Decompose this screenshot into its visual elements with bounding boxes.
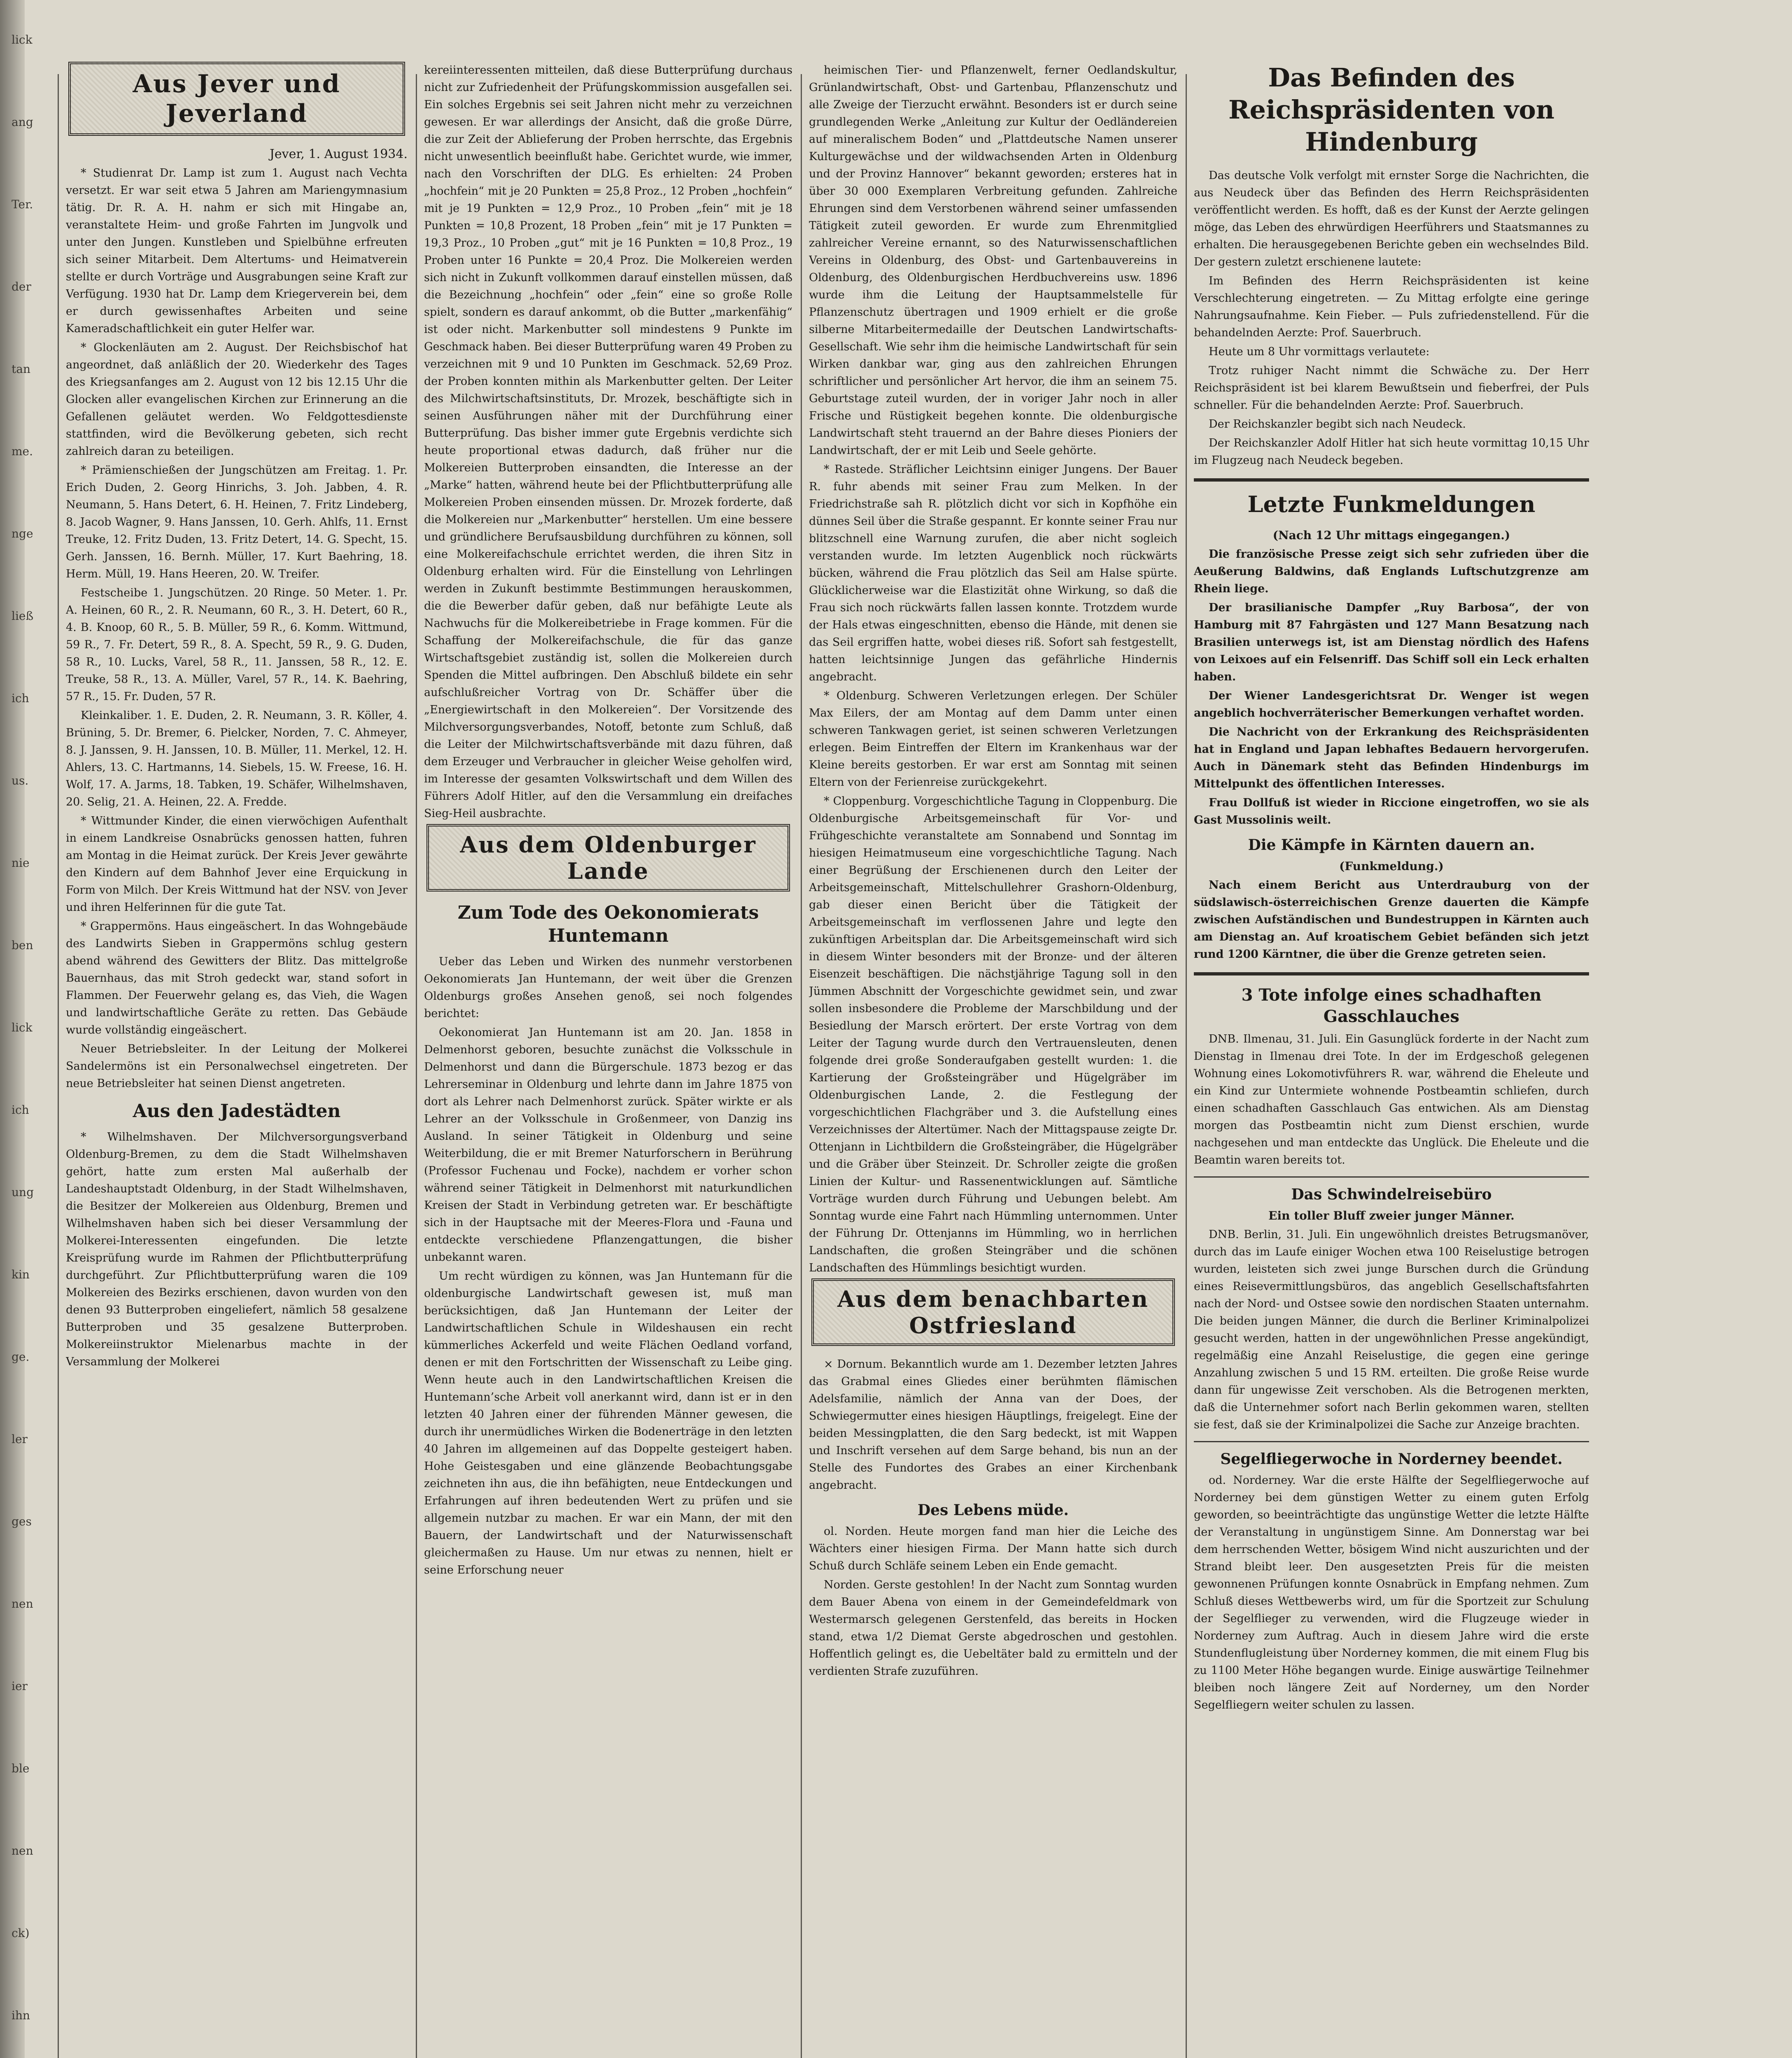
- headline-letzte-funkmeldungen: Letzte Funkmeldungen: [1247, 491, 1536, 517]
- edge-fragment: ung: [12, 1185, 34, 1199]
- divider: [1194, 972, 1589, 975]
- column-3-articles: [809, 62, 1177, 1277]
- funkmeldungen-list: [1194, 546, 1589, 829]
- headline-segelfliegerwoche: Segelfliegerwoche in Norderney beendet.: [1220, 1450, 1563, 1468]
- divider: [1194, 1176, 1589, 1178]
- edge-fragment: ich: [12, 1103, 29, 1117]
- article-paragraph: Trotz ruhiger Nacht nimmt die Schwäche zu. Der Herr Reichspräsident ist bei klarem Bewußtsein und fieberfrei, der Puls schneller. Für die behandelnden Aerzte: Prof. Sauerbruch.: [1194, 364, 1589, 412]
- headline-gasschlauch: 3 Tote infolge eines schadhaften Gasschlauches: [1241, 985, 1542, 1026]
- edge-fragment: ler: [12, 1432, 28, 1446]
- article-paragraph: * Studienrat Dr. Lamp ist zum 1. August nach Vechta versetzt. Er war seit etwa 5 Jahren am Mariengymnasium tätig. Dr. R. A. H. nahm er sich mit Hingabe an, veranstaltete Heim- und große Fahrten im Jungvolk und unter den Jungen. Kunstleben und Spielbühne erfreuten sich seiner Mitarbeit. Dem Altertums- und Heimatverein stellte er durch Vorträge und Ausgrabungen seine Kraft zur Verfügung. 1930 hat Dr. Lamp dem Kriegerverein bei, dem er durch gewissenhaftes Arbeiten und seine Kameradschaftlichkeit ein guter Helfer war.: [66, 167, 408, 335]
- column-3-sub-articles: [809, 1523, 1177, 1680]
- column-1-articles: [66, 165, 408, 1092]
- article-paragraph: Ueber das Leben und Wirken des nunmehr verstorbenen Oekonomierats Jan Huntemann, der weit über die Grenzen Oldenburgs großes Ansehen genoß, sei noch folgendes berichtet:: [424, 955, 792, 1020]
- edge-fragment: ließ: [12, 609, 34, 623]
- edge-fragment: tan: [12, 362, 30, 376]
- headline-schwindelreisebuero: Das Schwindelreisebüro: [1291, 1186, 1492, 1203]
- article-paragraph: Neuer Betriebsleiter. In der Leitung der Molkerei Sandelermöns ist ein Personalwechsel eingetreten. Der neue Betriebsleiter hat seinen Dienst angetreten.: [66, 1043, 408, 1090]
- edge-fragment: ang: [12, 115, 33, 129]
- column-3: [809, 62, 1177, 2058]
- column-4: [1194, 62, 1589, 2058]
- article-paragraph: Heute um 8 Uhr vormittags verlautete:: [1209, 345, 1430, 358]
- article-paragraph: Kleinkaliber. 1. E. Duden, 2. R. Neumann, 3. R. Köller, 4. Brüning, 5. Dr. Bremer, 6. Pielcker, Norden, 7. C. Ahmeyer, 8. J. Janssen, 9. H. Janssen, 10. B. Müller, 11. Merkel, 12. H. Ahlers, 13. C. Hartmanns, 14. Siebels, 15. W. Freese, 16. H. Wolf, 17. A. Jarms, 18. Tabken, 19. Schäfer, Wilhelmshaven, 20. Selig, 21. A. Heinen, 22. A. Fredde.: [66, 709, 408, 808]
- edge-fragment: ier: [12, 1679, 28, 1693]
- column-rule: [801, 74, 802, 2058]
- edge-fragment: lick: [12, 1021, 33, 1034]
- edge-fragment: nge: [12, 527, 33, 540]
- edge-fragment: ck): [12, 1926, 30, 1940]
- article-paragraph: Der Wiener Landesgerichtsrat Dr. Wenger ist wegen angeblich hochverräterischer Bemerkungen verhaftet worden.: [1194, 689, 1589, 719]
- article-paragraph: × Dornum. Bekanntlich wurde am 1. Dezember letzten Jahres das Grabmal eines Gliedes einer berühmten flämischen Adelsfamilie, nämlich der Anna van der Does, der Schwiegermutter eines hiesigen Häuptlings, freigelegt. Eine der beiden Messingplatten, die den Sarg bedeckt, ist mit Wappen und Inschrift versehen auf dem Sarge behand, bis nun an der Stelle des Fundortes des Grabes an einer Kirchenbank angebracht.: [809, 1358, 1177, 1492]
- edge-fragment: nen: [12, 1597, 33, 1611]
- article-paragraph: heimischen Tier- und Pflanzenwelt, ferner Oedlandskultur, Grünlandwirtschaft, Obst- und Gartenbau, Pflanzenschutz und alle Zweige der Tierzucht erwähnt. Besonders ist er durch seine grundlegenden Werke „Anleitung zur Kultur der Oedländereien auf mineralischem Boden“ und „Plattdeutsche Namen unserer Kulturgewächse und der wildwachsenden Arten in Oldenburg und der Provinz Hannover“ bekannt geworden; ersteres hat in über 30 000 Exemplaren Verbreitung gefunden. Zahlreiche Ehrungen sind dem Verstorbenen während seiner umfassenden Tätigkeit zuteil geworden. Er wurde zum Ehrenmitglied zahlreicher Vereine ernannt, so des Naturwissenschaftlichen Vereins in Oldenburg, des Obst- und Gartenbauvereins in Oldenburg, des Oldenburgischen Herdbuchvereins usw. 1896 wurde ihm die Leitung der Hauptsammelstelle für Pflanzenschutz übertragen und 1909 erhielt er die große silberne Mitarbeitermedaille der Deutschen Landwirtschafts-Gesellschaft. Wie sehr ihm die heimische Landwirtschaft für sein Wirken dankbar war, ging aus den zahlreichen Ehrungen schriftlicher und persönlicher Art hervor, die ihm an seinem 75. Geburtstage zuteil wurden, der in voriger Jahr noch in aller Frische und Rüstigkeit begehen konnte. Die oldenburgische Landwirtschaft steht trauernd an der Bahre dieses Pioniers der Landwirtschaft, der er mit Leib und Seele gehörte.: [809, 64, 1177, 457]
- article-paragraph: Die Nachricht von der Erkrankung des Reichspräsidenten hat in England und Japan lebhaftes Bedauern hervorgerufen. Auch in Dänemark steht das Befinden Hindenburgs im Mittelpunkt des öffentlichen Interesses.: [1194, 726, 1589, 790]
- section-title-jadestaedte: Aus den Jadestädten: [133, 1101, 341, 1122]
- column-1: [66, 62, 408, 2058]
- funk-caption: (Nach 12 Uhr mittags eingegangen.): [1272, 528, 1510, 542]
- edge-fragment: der: [12, 280, 31, 293]
- article-paragraph: Die französische Presse zeigt sich sehr zufrieden über die Aeußerung Baldwins, daß Englands Luftschutzgrenze am Rhein liege.: [1194, 548, 1589, 595]
- article-paragraph: Im Befinden des Herrn Reichspräsidenten ist keine Verschlechterung eingetreten. — Zu Mittag erfolgte eine geringe Nahrungsaufnahme. Kein Fieber. — Puls zufriedenstellend. Für die behandelnden Aerzte: Prof. Sauerbruch.: [1194, 275, 1589, 339]
- article-paragraph: * Glockenläuten am 2. August. Der Reichsbischof hat angeordnet, daß anläßlich der 20. Wiederkehr des Tages des Kriegsanfanges am 2. August von 12 bis 12.15 Uhr die Glocken aller evangelischen Kirchen zur Erinnerung an die Gefallenen geläutet werden. Wo Feldgottesdienste stattfinden, wird die Bevölkerung gebeten, sich recht zahlreich daran zu beteiligen.: [66, 341, 408, 458]
- kaernten-paragraph: Nach einem Bericht aus Unterdrauburg von der südslawisch-österreichischen Grenze dauerten die Kämpfe zwischen Aufständischen und Bundestruppen in Kärnten auch am Dienstag an. Auf kroatischem Gebiet befänden sich jetzt rund 1200 Kärntner, die über die Grenze getreten seien.: [1194, 879, 1589, 961]
- hindenburg-article: [1194, 167, 1589, 469]
- edge-fragment: me.: [12, 445, 33, 458]
- dateline: Jever, 1. August 1934.: [269, 147, 408, 161]
- edge-fragment: ges: [12, 1515, 32, 1528]
- article-paragraph: * Grappermöns. Haus eingeäschert. In das Wohngebäude des Landwirts Sieben in Grappermöns schlug gestern abend während des Gewitters der Blitz. Das mittelgroße Bauernhaus, das mit Stroh gedeckt war, stand sofort in Flammen. Der Feuerwehr gelang es, das Vieh, die Wagen und landwirtschaftliche Geräte zu retten. Das Gebäude wurde vollständig eingeäschert.: [66, 920, 408, 1036]
- column-1-section2-articles: [66, 1129, 408, 1371]
- article-paragraph: Norden. Gerste gestohlen! In der Nacht zum Sonntag wurden dem Bauer Abena von einem in der Gemeindefeldmark von Westermarsch gelegenen Gerstenfeld, das bereits in Hocken stand, etwa 1/2 Diemat Gerste abgedroschen und gestohlen. Hoffentlich gelingt es, die Uebeltäter bald zu ermitteln und der verdienten Strafe zuzuführen.: [809, 1578, 1177, 1678]
- article-paragraph: Festscheibe 1. Jungschützen. 20 Ringe. 50 Meter. 1. Pr. A. Heinen, 60 R., 2. R. Neumann, 60 R., 3. H. Detert, 60 R., 4. B. Knoop, 60 R., 5. B. Müller, 59 R., 6. Komm. Wittmund, 59 R., 7. Fr. Detert, 59 R., 8. A. Specht, 59 R., 9. G. Duden, 58 R., 10. Lucks, Varel, 58 R., 11. Janssen, 58 R., 12. E. Treuke, 58 R., 13. A. Müller, Varel, 57 R., 14. K. Baehring, 57 R., 15. Fr. Duden, 57 R.: [66, 587, 408, 703]
- article-paragraph: kereiinteressenten mitteilen, daß diese Butterprüfung durchaus nicht zur Zufriedenheit der Prüfungskommission ausgefallen sei. Ein solches Ergebnis sei seit Jahren nicht mehr zu verzeichnen gewesen. Er war allerdings der Ansicht, daß die große Dürre, die zur Zeit der Ablieferung der Proben herrschte, das Ergebnis nicht unwesentlich beeinflußt habe. Gerichtet wurde, wie immer, nach den Vorschriften der DLG. Es erhielten: 24 Proben „hochfein“ mit je 20 Punkten = 25,8 Proz., 12 Proben „hochfein“ mit je 19 Punkten = 12,9 Proz., 10 Proben „fein“ mit je 18 Punkten = 10,8 Prozent, 18 Proben „fein“ mit je 17 Punkten = 19,3 Proz., 10 Proben „gut“ mit je 16 Punkten = 10,8 Proz., 19 Proben unter 16 Punkte = 20,4 Proz. Die Molkereien werden sich nicht in Zukunft vollkommen darauf einstellen müssen, daß die Bezeichnung „hochfein“ oder „fein“ eine so große Rolle spielt, sondern es darauf ankommt, ob die Butter „markenfähig“ ist oder nicht. Markenbutter soll mindestens 9 Punkte im Geschmack haben. Bei dieser Butterprüfung waren 49 Proben zu verzeichnen mit 9 und 10 Punkten im Geschmack. 52,69 Proz. der Proben konnten mithin als Markenbutter gelten. Der Leiter des Milchwirtschaftsinstituts, Dr. Mrozek, beschäftigte sich in seinen Ausführungen näher mit der Durchführung einer Butterprüfung. Das bisher immer gute Ergebnis verdichte sich heute proportional etwas dadurch, daß früher nur die Molkereien Butterproben einsandten, die Interesse an der „Marke“ hatten, während heute bei der Pflichtbutterprüfung alle Molkereien Proben einsenden müssen. Dr. Mrozek forderte, daß die Molkereien nur „Markenbutter“ herstellen. Um eine bessere und gründlichere Berufsausbildung durchführen zu können, soll eine Molkereifachschule errichtet werden, die ihren Sitz in Oldenburg erhalten wird. Für die Einstellung von Lehrlingen werden in Zukunft bestimmte Bestimmungen herauskommen, die die Bewerber dafür geben, daß nur befähigte Leute als Nachwuchs für die Molkereibetriebe in Frage kommen. Für die Schaffung der Molkereifachschule, die für das ganze Wirtschaftsgebiet zuständig ist, sollen die Molkereien durch Spenden die Mittel aufbringen. Den Abschluß bildete ein sehr aufschlußreicher Vortrag von Dr. Schäffer über die „Energiewirtschaft in den Molkereien“. Der Vorsitzende des Milchversorgungsverbandes, Notoff, betonte zum Schluß, daß die Leiter der Milchwirtschaftsverbände mit dazu führen, daß dem Erzeuger und Verbraucher in gleicher Weise geholfen wird, im Interesse der gesamten Volkswirtschaft und dem Willen des Führers Adolf Hitler, auf den die Versammlung ein dreifaches Sieg-Heil ausbrachte.: [424, 64, 792, 820]
- section-title-huntemann: Zum Tode des Oekonomierats Huntemann: [457, 902, 759, 946]
- edge-fragment: ben: [12, 938, 33, 952]
- article-paragraph: ol. Norden. Heute morgen fand man hier die Leiche des Wächters einer hiesigen Firma. Der Mann hatte sich durch Schuß durch Schläfe seinem Leben ein Ende gemacht.: [809, 1525, 1177, 1572]
- edge-fragment: lick: [12, 33, 33, 47]
- edge-fragment: ihn: [12, 2009, 30, 2022]
- masthead-aus-jever: Aus Jever und Jeverland: [68, 62, 405, 136]
- edge-fragment: ble: [12, 1762, 30, 1775]
- reise-caption: Ein toller Bluff zweier junger Männer.: [1268, 1209, 1515, 1222]
- subheading-lebens-muede: Des Lebens müde.: [917, 1502, 1069, 1519]
- article-paragraph: Frau Dollfuß ist wieder in Riccione eingetroffen, wo sie als Gast Mussolinis weilt.: [1194, 796, 1589, 826]
- edge-fragment: us.: [12, 774, 29, 787]
- subheading-kaernten: Die Kämpfe in Kärnten dauern an.: [1248, 836, 1535, 854]
- headline-hindenburg: Das Befinden des Reichspräsidenten von Hindenburg: [1228, 63, 1554, 157]
- column-3-section-articles: [809, 1356, 1177, 1494]
- edge-fragment: kin: [12, 1268, 30, 1281]
- article-paragraph: Der Reichskanzler Adolf Hitler hat sich heute vormittag 10,15 Uhr im Flugzeug nach Neudeck begeben.: [1194, 437, 1589, 467]
- divider: [1194, 478, 1589, 482]
- article-paragraph: * Wilhelmshaven. Der Milchversorgungsverband Oldenburg-Bremen, zu dem die Stadt Wilhelmshaven gehört, hatte zum ersten Mal außerhalb der Landeshauptstadt Oldenburg, in der Stadt Wilhelmshaven, die Besitzer der Molkereien aus Oldenburg, Bremen und Wilhelmshaven haben sich bei dieser Versammlung der Molkerei-Interessenten eingefunden. Die letzte Kreisprüfung wurde im Rahmen der Pflichtbutterprüfung durchgeführt. Zur Pflichtbutterprüfung waren die 109 Molkereien des Bezirks erschienen, davon wurden von den denen 93 Butterproben eingeliefert, nämlich 58 gesalzene Butterproben und 35 gesalzene Butterproben. Molkereiinstruktor Mielenarbus machte in der Versammlung der Molkerei: [66, 1131, 408, 1368]
- article-paragraph: * Cloppenburg. Vorgeschichtliche Tagung in Cloppenburg. Die Oldenburgische Arbeitsgemeinschaft für Vor- und Frühgeschichte veranstaltete am Sonnabend und Sonntag im hiesigen Heimatmuseum eine vorgeschichtliche Tagung. Nach einer Begrüßung der Erschienenen durch den Leiter der Arbeitsgemeinschaft, Mittelschullehrer Grashorn-Oldenburg, gab dieser einen Bericht über die Tätigkeit der Arbeitsgemeinschaft im verflossenen Jahre und legte den zukünftigen Arbeitsplan dar. Die Arbeitsgemeinschaft wird sich in diesem Winter besonders mit der Bronze- und der älteren Eisenzeit beschäftigen. Die nächstjährige Tagung soll in den Jümmen Abschnitt der Vorgeschichte gewidmet sein, und zwar sollen insbesondere die Probleme der Marschbildung und der Besiedlung der Marsch erörtert. Der erste Vortrag von dem Leiter der Tagung wurde durch den Vertrauensleuten, denen folgende drei große Sonderaufgaben gestellt wurden: 1. die Kartierung der Großsteingräber und Hügelgräber im Oldenburgischen Lande, 2. die Festlegung der vorgeschichtlichen Flachgräber und 3. die Aufstellung eines Verzeichnisses der Altertümer. Nach der Mittagspause zeigte Dr. Ottenjann in Lichtbildern die Großsteingräber, die Hügelgräber und die Gräber über Steinzeit. Dr. Schroller zeigte die großen Linien der Kultur- und Rassenentwicklungen auf. Sämtliche Vorträge wurden durch Führung und Uebungen belebt. Am Sonntag wurde eine Fahrt nach Hümmling unternommen. Unter der Führung Dr. Ottenjanns im Hümmling, wo in herrlichen Landschaften, die großen Steingräber und die schönen Landschaften des Hümmlings besichtigt wurden.: [809, 795, 1177, 1274]
- segel-paragraph: od. Norderney. War die erste Hälfte der Segelfliegerwoche auf Norderney bei dem günstigen Wetter zu einem guten Erfolg geworden, so beeinträchtigte das ungünstige Wetter die letzte Hälfte der Veranstaltung in ungünstigem Sinne. Am Donnerstag war bei dem herrschenden Wetter, bösigem Wind nicht auszurichten und der Strand bleibt leer. Den ausgesetzten Preis für die meisten gewonnenen Prüfungen konnte Osnabrück in Empfang nehmen. Zum Schluß dieses Wettbewerbs wird, um für die Sportzeit zur Schulung der Segelflieger zu verwenden, wird die Flugzeuge wieder in Norderney zum Auftrag. Auch in diesem Jahre wird die erste Stundenflugleistung über Norderney kommen, die mit einem Flug bis zu 1100 Meter Höhe begangen wurde. Einige auswärtige Teilnehmer bleiben noch längere Zeit auf Norderney, um den Norder Segelfliegern weiter schulen zu lassen.: [1194, 1474, 1589, 1711]
- edge-fragment: nen: [12, 1844, 33, 1858]
- edge-fragment: nie: [12, 856, 30, 870]
- edge-fragment: Ter.: [12, 198, 33, 211]
- article-paragraph: Der Reichskanzler begibt sich nach Neudeck.: [1209, 418, 1466, 431]
- article-paragraph: * Prämienschießen der Jungschützen am Freitag. 1. Pr. Erich Duden, 2. Georg Hinrichs, 3. Joh. Jabben, 4. R. Neumann, 5. Hans Detert, 6. H. Heinen, 7. Fritz Lindeberg, 8. Jacob Wagner, 9. Hans Janssen, 10. Gerh. Ahlfs, 11. Ernst Treuke, 12. Fritz Duden, 13. Fritz Detert, 14. G. Specht, 15. Gerh. Janssen, 16. Bernh. Müller, 17. Kurt Baehring, 18. Herm. Müll, 19. Hans Heeren, 20. W. Treifer.: [66, 464, 408, 580]
- edge-fragment: ich: [12, 691, 29, 705]
- reise-paragraph: DNB. Berlin, 31. Juli. Ein ungewöhnlich dreistes Betrugsmanöver, durch das im Laufe einiger Wochen etwa 100 Reiselustige betrogen wurden, leisteten sich zwei junge Burschen durch die Gründung eines Reisevermittlungsbüros, das angeblich Gesellschaftsfahrten nach der Nord- und Ostsee sowie den nordischen Staaten unternahm. Die beiden jungen Männer, die durch die Berliner Kriminalpolizei gesucht werden, hatten in der ungewöhnlichen Presse angekündigt, regelmäßig eine Anzahl Reiselustige, die gegen eine geringe Anzahlung zwischen 5 und 15 RM. erteilten. Die große Reise wurde dann für ungewisse Zeit verschoben. Als die Betrogenen merkten, daß die Unternehmer sofort nach Berlin gekommen waren, stellten sie fest, daß sie der Kriminalpolizei die Sache zur Anzeige brachten.: [1194, 1228, 1589, 1431]
- column-rule: [1186, 74, 1187, 2058]
- column-rule: [416, 74, 417, 2058]
- column-rule: [58, 74, 59, 2058]
- article-paragraph: * Oldenburg. Schweren Verletzungen erlegen. Der Schüler Max Eilers, der am Montag auf dem Damm unter einen schweren Tankwagen geriet, ist seinen schweren Verletzungen erlegen. Beim Eintreffen der Eltern im Krankenhaus war der Kleine bereits gestorben. Er war erst am Sonntag mit seinen Eltern von der Ferienreise zurückgekehrt.: [809, 689, 1177, 789]
- divider: [1194, 1441, 1589, 1442]
- article-paragraph: Das deutsche Volk verfolgt mit ernster Sorge die Nachrichten, die aus Neudeck über das Befinden des Herrn Reichspräsidenten veröffentlicht werden. Es hofft, daß es der Kunst der Aerzte gelingen möge, das Leben des ehrwürdigen Heerführers und Staatsmannes zu erhalten. Die herausgegebenen Berichte geben ein wechselndes Bild. Der gestern zuletzt erschienene lautete:: [1194, 169, 1589, 268]
- box-heading-ostfriesland: Aus dem benachbarten Ostfriesland: [811, 1278, 1175, 1346]
- edge-fragment: ge.: [12, 1350, 30, 1364]
- article-paragraph: Um recht würdigen zu können, was Jan Huntemann für die oldenburgische Landwirtschaft gewesen ist, muß man berücksichtigen, daß Jan Huntemann der Leiter der Landwirtschaftlichen Schule in Wildeshausen ein recht kümmerliches Ackerfeld und weite Flächen Oedland vorfand, denen er mit den Fortschritten der Wissenschaft zu Leibe ging. Wenn heute auch in den Landwirtschaftlichen Kreisen die Huntemann’sche Arbeit voll anerkannt wird, dann ist er in den letzten 40 Jahren einer der führenden Männer gewesen, die durch ihr unermüdliches Wirken die Bodenerträge in den letzten 40 Jahren im allgemeinen auf das Doppelte gesteigert haben. Hohe Geistesgaben und eine glänzende Beobachtungsgabe zeichneten ihn aus, die ihn befähigten, neue Entdeckungen und Erfahrungen auf ihren bedeutenden Wert zu prüfen und sie allgemein nutzbar zu machen. Er war ein Mann, der mit den Bauern, der Landwirtschaft und der Naturwissenschaft gleichermaßen zu Hause. Um nur etwas zu nennen, hielt er seine Erforschung neuer: [424, 1270, 792, 1576]
- box-heading-oldenburger-lande: Aus dem Oldenburger Lande: [426, 824, 790, 892]
- column-2-section-articles: [424, 953, 792, 1579]
- column-2: [424, 62, 792, 2058]
- previous-page-edge: [8, 33, 49, 2058]
- article-paragraph: * Rastede. Sträflicher Leichtsinn einiger Jungens. Der Bauer R. fuhr abends mit seiner Frau zum Melken. In der Friedrichstraße sah R. plötzlich dicht vor sich in Kopfhöhe ein dünnes Seil über die Straße gespannt. Er konnte seiner Frau nur blitzschnell eine Warnung zurufen, die aber nicht sogleich verstanden wurde. Im letzten Augenblick noch rückwärts bücken, während die Frau plötzlich das Seil am Halse spürte. Glücklicherweise war die Elastizität ohne Wirkung, so daß die Frau sich noch rückwärts fallen lassen konnte. Trotzdem wurde der Hals etwas eingeschnitten, ebenso die Hände, mit denen sie das Seil ergriffen hatte, wobei dieses riß. Sofort sah festgestellt, hatten leichtsinnige Jungen das gefährliche Hindernis angebracht.: [809, 463, 1177, 683]
- gas-paragraph: DNB. Ilmenau, 31. Juli. Ein Gasunglück forderte in der Nacht zum Dienstag in Ilmenau drei Tote. In der im Erdgeschoß gelegenen Wohnung eines Lokomotivführers R. war, während die Eheleute und ein Kind zur Untermiete wohnende Postbeamtin schliefen, durch einen schadhaften Gasschlauch Gas entwichen. Als am Dienstag morgen das Postbeamtin nicht zum Dienst erschien, wurde nachgesehen und man entdeckte das Unglück. Die Eheleute und die Beamtin waren bereits tot.: [1194, 1033, 1589, 1166]
- column-2-articles: [424, 62, 792, 822]
- article-paragraph: Oekonomierat Jan Huntemann ist am 20. Jan. 1858 in Delmenhorst geboren, besuchte zunächst die Volksschule in Delmenhorst und dann die Bürgerschule. 1873 bezog er das Lehrerseminar in Oldenburg und lehrte dann im Jahre 1875 von dort als Lehrer nach Delmenhorst zurück. Später wirkte er als Lehrer an der Volksschule in Großenmeer, von Danzig ins Ausland. In seiner Tätigkeit in Oldenburg und seine Weiterbildung, die er mit Bremer Naturforschern in Berührung (Professor Fuchenau und Focke), nachdem er vorher schon während seiner Tätigkeit in Delmenhorst mit naturkundlichen Kreisen der Stadt in Verbindung getreten war. Er beschäftigte sich in der Hauptsache mit der Meeres-Flora und -Fauna und entdeckte verschiedene Pflanzengattungen, die bisher unbekannt waren.: [424, 1026, 792, 1264]
- article-paragraph: Der brasilianische Dampfer „Ruy Barbosa“, der von Hamburg mit 87 Fahrgästen und 127 Mann Besatzung nach Brasilien unterwegs ist, ist am Dienstag nördlich des Hafens von Leixoes auf ein Felsenriff. Das Schiff soll ein Leck erhalten haben.: [1194, 601, 1589, 683]
- kaernten-caption: (Funkmeldung.): [1339, 859, 1444, 873]
- article-paragraph: * Wittmunder Kinder, die einen vierwöchigen Aufenthalt in einem Landkreise Osnabrücks genossen hatten, fuhren am Montag in die Heimat zurück. Der Kreis Jever gewährte den Kindern auf dem Bahnhof Jever eine Erquickung in Form von Milch. Der Kreis Wittmund hat der NSV. von Jever und ihren Helferinnen für die gute Tat.: [66, 815, 408, 914]
